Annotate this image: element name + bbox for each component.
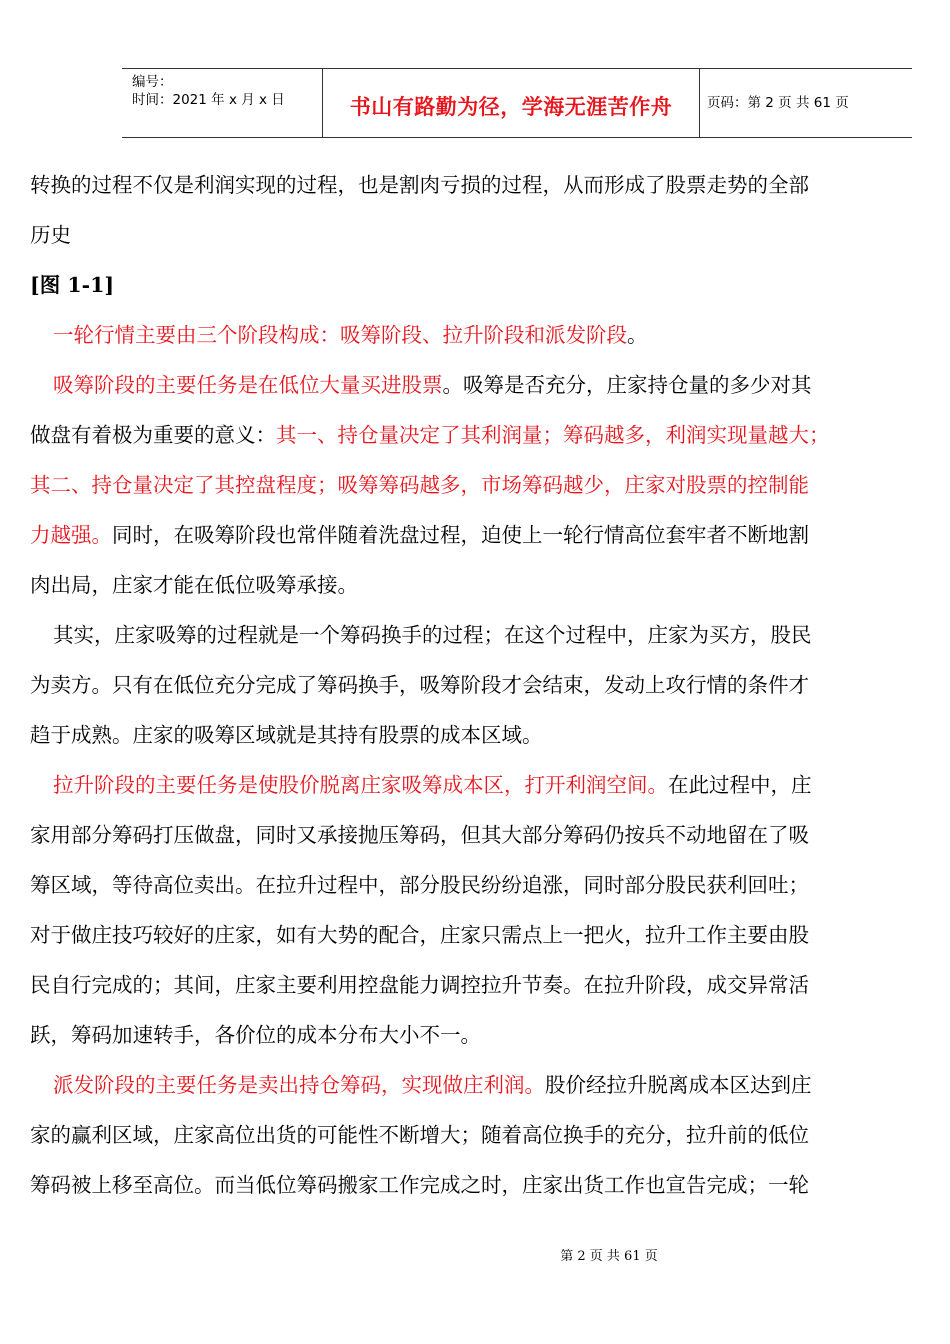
body-text: 为卖方。只有在低位充分完成了筹码换手，吸筹阶段才会结束，发动上攻行情的条件才: [30, 673, 809, 697]
motto: 书山有路勤为径，学海无涯苦作舟: [349, 94, 673, 119]
body-text: 家用部分筹码打压做盘，同时又承接抛压筹码，但其大部分筹码仍按兵不动地留在了吸: [30, 823, 809, 847]
text-line: [30, 260, 900, 310]
text-line: [30, 410, 900, 460]
text-line: [30, 960, 900, 1010]
body-text: 对于做庄技巧较好的庄家，如有大势的配合，庄家只需点上一把火，拉升工作主要由股: [30, 923, 809, 947]
body-text: 筹码被上移至高位。而当低位筹码搬家工作完成之时，庄家出货工作也宣告完成；一轮: [30, 1173, 809, 1197]
text-line: [30, 360, 900, 410]
body-text: 。: [627, 323, 648, 347]
body-text: [图 1-1]: [30, 273, 115, 297]
page-info: 页码：第 2 页 共 61 页: [707, 95, 849, 111]
body-text: 在此过程中，庄: [668, 773, 812, 797]
time-label: 时间：2021 年 x 月 x 日: [132, 92, 285, 108]
text-line: [30, 1160, 900, 1210]
body-text: 做盘有着极为重要的意义：: [30, 423, 276, 447]
highlight-text: 拉升阶段的主要任务是使股价脱离庄家吸筹成本区，打开利润空间。: [53, 773, 668, 797]
text-line: [30, 160, 900, 210]
footer-page-number: 第 2 页 共 61 页: [560, 1249, 658, 1264]
text-line: [30, 560, 900, 610]
body-text: 。吸筹是否充分，庄家持仓量的多少对其: [442, 373, 812, 397]
text-line: [30, 1060, 900, 1110]
header-table: [122, 68, 912, 138]
document-body: [30, 160, 900, 1210]
body-text: 同时，在吸筹阶段也常伴随着洗盘过程，迫使上一轮行情高位套牢者不断地割: [112, 523, 809, 547]
page-footer: [0, 1245, 950, 1264]
body-text: 肉出局，庄家才能在低位吸筹承接。: [30, 573, 358, 597]
text-line: [30, 910, 900, 960]
body-text: 股价经拉升脱离成本区达到庄: [545, 1073, 812, 1097]
text-line: [30, 610, 900, 660]
highlight-text: 一轮行情主要由三个阶段构成：吸筹阶段、拉升阶段和派发阶段: [53, 323, 627, 347]
body-text: 历史: [30, 223, 71, 247]
body-text: 跃，筹码加速转手，各价位的成本分布大小不一。: [30, 1023, 481, 1047]
text-line: [30, 810, 900, 860]
text-line: [30, 210, 900, 260]
text-line: [30, 760, 900, 810]
serial-label: 编号：: [132, 74, 173, 90]
highlight-text: 吸筹阶段的主要任务是在低位大量买进股票: [53, 373, 443, 397]
text-line: [30, 710, 900, 760]
text-line: [30, 1110, 900, 1160]
body-text: 民自行完成的；其间，庄家主要利用控盘能力调控拉升节奏。在拉升阶段，成交异常活: [30, 973, 809, 997]
text-line: [30, 310, 900, 360]
text-line: [30, 510, 900, 560]
body-text: 其实，庄家吸筹的过程就是一个筹码换手的过程；在这个过程中，庄家为买方，股民: [53, 623, 812, 647]
highlight-text: 派发阶段的主要任务是卖出持仓筹码，实现做庄利润。: [53, 1073, 545, 1097]
body-text: 家的赢利区域，庄家高位出货的可能性不断增大；随着高位换手的充分，拉升前的低位: [30, 1123, 809, 1147]
header-page-cell: [699, 69, 912, 137]
text-line: [30, 460, 900, 510]
body-text: 筹区域，等待高位卖出。在拉升过程中，部分股民纷纷追涨，同时部分股民获利回吐；: [30, 873, 809, 897]
header-motto-cell: [322, 69, 700, 137]
body-text: 趋于成熟。庄家的吸筹区域就是其持有股票的成本区域。: [30, 723, 543, 747]
body-text: 转换的过程不仅是利润实现的过程，也是割肉亏损的过程，从而形成了股票走势的全部: [30, 173, 809, 197]
highlight-text: 其二、持仓量决定了其控盘程度；吸筹筹码越多，市场筹码越少，庄家对股票的控制能: [30, 473, 809, 497]
header-meta-cell: [122, 69, 322, 137]
highlight-text: 其一、持仓量决定了其利润量；筹码越多，利润实现量越大；: [276, 423, 830, 447]
highlight-text: 力越强。: [30, 523, 112, 547]
text-line: [30, 660, 900, 710]
text-line: [30, 1010, 900, 1060]
text-line: [30, 860, 900, 910]
